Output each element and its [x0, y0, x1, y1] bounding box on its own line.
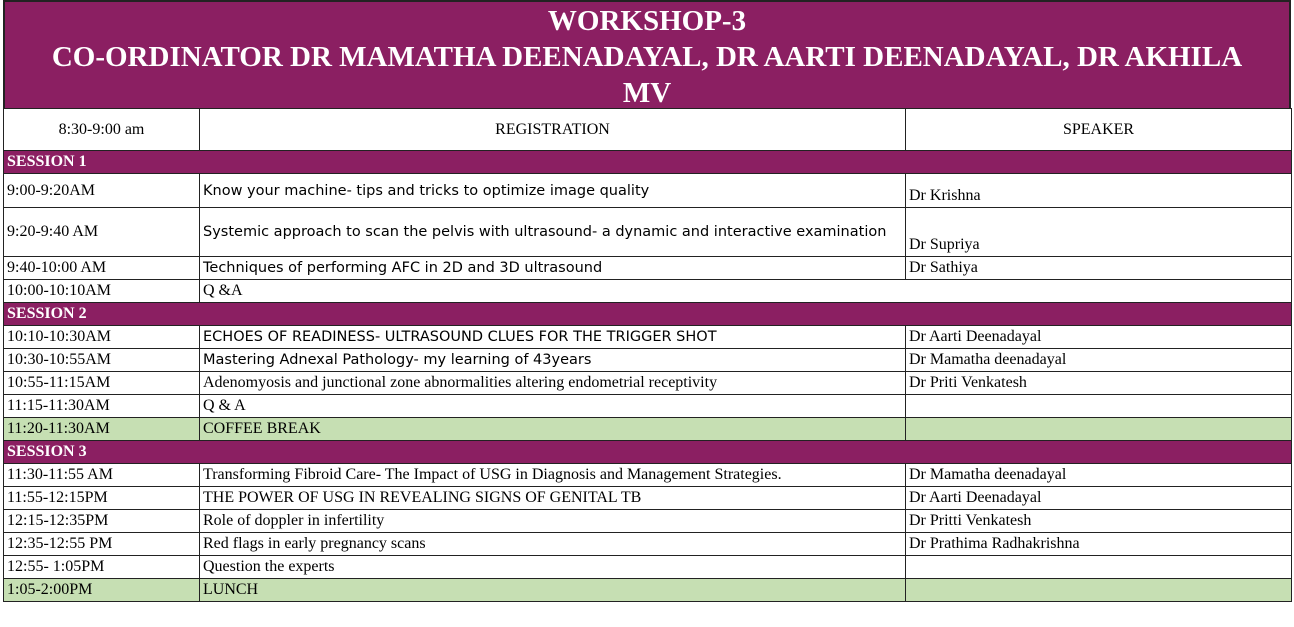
speaker-cell: Dr Mamatha deenadayal — [906, 349, 1292, 372]
coffee-break-row — [4, 418, 1292, 441]
table-row — [4, 174, 1292, 208]
speaker-cell: Dr Aarti Deenadayal — [906, 487, 1292, 510]
schedule-sheet — [3, 0, 1291, 602]
speaker-cell: Dr Krishna — [906, 174, 1292, 208]
speaker-cell: Dr Prathima Radhakrishna — [906, 533, 1292, 556]
topic-cell: Role of doppler in infertility — [200, 510, 906, 533]
time-cell: 9:40-10:00 AM — [4, 257, 200, 280]
speaker-cell: Dr Sathiya — [906, 257, 1292, 280]
topic-cell: Techniques of performing AFC in 2D and 3D ultrasound — [200, 257, 906, 280]
topic-cell: Red flags in early pregnancy scans — [200, 533, 906, 556]
workshop-title — [3, 0, 1291, 108]
topic-cell: Question the experts — [200, 556, 906, 579]
speaker-cell: Dr Priti Venkatesh — [906, 372, 1292, 395]
title-line-2: CO-ORDINATOR DR MAMATHA DEENADAYAL, DR AARTI DEENADAYAL, DR AKHILA — [51, 41, 1243, 73]
session-row — [4, 303, 1292, 326]
table-row — [4, 395, 1292, 418]
header-row — [4, 109, 1292, 151]
speaker-cell — [906, 418, 1292, 441]
topic-cell: Transforming Fibroid Care- The Impact of USG in Diagnosis and Management Strategies. — [200, 464, 906, 487]
table-row — [4, 487, 1292, 510]
time-cell: 10:10-10:30AM — [4, 326, 200, 349]
topic-cell: Systemic approach to scan the pelvis with ultrasound- a dynamic and interactive examination — [200, 208, 906, 257]
speaker-cell: Dr Aarti Deenadayal — [906, 326, 1292, 349]
table-row — [4, 257, 1292, 280]
topic-cell: Q &A — [200, 280, 1292, 303]
topic-cell: THE POWER OF USG IN REVEALING SIGNS OF GENITAL TB — [200, 487, 906, 510]
time-cell: 12:55- 1:05PM — [4, 556, 200, 579]
topic-cell: LUNCH — [200, 579, 906, 602]
table-row — [4, 556, 1292, 579]
table-row — [4, 372, 1292, 395]
session-row — [4, 441, 1292, 464]
speaker-cell: Dr Pritti Venkatesh — [906, 510, 1292, 533]
time-cell: 10:55-11:15AM — [4, 372, 200, 395]
time-cell: 11:30-11:55 AM — [4, 464, 200, 487]
title-line-3: MV — [622, 77, 672, 109]
time-cell: 11:55-12:15PM — [4, 487, 200, 510]
table-row — [4, 510, 1292, 533]
session-label: SESSION 2 — [4, 303, 1292, 326]
speaker-cell — [906, 395, 1292, 418]
topic-cell: Adenomyosis and junctional zone abnormalities altering endometrial receptivity — [200, 372, 906, 395]
table-row — [4, 208, 1292, 257]
time-cell: 12:35-12:55 PM — [4, 533, 200, 556]
table-row — [4, 349, 1292, 372]
table-row — [4, 280, 1292, 303]
topic-cell: ECHOES OF READINESS- ULTRASOUND CLUES FOR THE TRIGGER SHOT — [200, 326, 906, 349]
topic-cell: Mastering Adnexal Pathology- my learning of 43years — [200, 349, 906, 372]
time-cell: 9:20-9:40 AM — [4, 208, 200, 257]
title-line-1: WORKSHOP-3 — [547, 5, 747, 37]
time-cell: 12:15-12:35PM — [4, 510, 200, 533]
schedule-table — [3, 108, 1292, 602]
topic-cell: Q & A — [200, 395, 906, 418]
table-row — [4, 464, 1292, 487]
speaker-cell — [906, 579, 1292, 602]
time-cell: 11:15-11:30AM — [4, 395, 200, 418]
time-cell: 11:20-11:30AM — [4, 418, 200, 441]
topic-cell: Know your machine- tips and tricks to optimize image quality — [200, 174, 906, 208]
topic-cell: COFFEE BREAK — [200, 418, 906, 441]
time-cell: 10:00-10:10AM — [4, 280, 200, 303]
speaker-cell: Dr Mamatha deenadayal — [906, 464, 1292, 487]
time-cell: 9:00-9:20AM — [4, 174, 200, 208]
header-topic: REGISTRATION — [200, 109, 906, 151]
time-cell: 1:05-2:00PM — [4, 579, 200, 602]
speaker-cell: Dr Supriya — [906, 208, 1292, 257]
lunch-row — [4, 579, 1292, 602]
speaker-cell — [906, 556, 1292, 579]
header-speaker: SPEAKER — [906, 109, 1292, 151]
session-label: SESSION 3 — [4, 441, 1292, 464]
header-time: 8:30-9:00 am — [4, 109, 200, 151]
table-row — [4, 326, 1292, 349]
session-row — [4, 151, 1292, 174]
session-label: SESSION 1 — [4, 151, 1292, 174]
table-row — [4, 533, 1292, 556]
time-cell: 10:30-10:55AM — [4, 349, 200, 372]
